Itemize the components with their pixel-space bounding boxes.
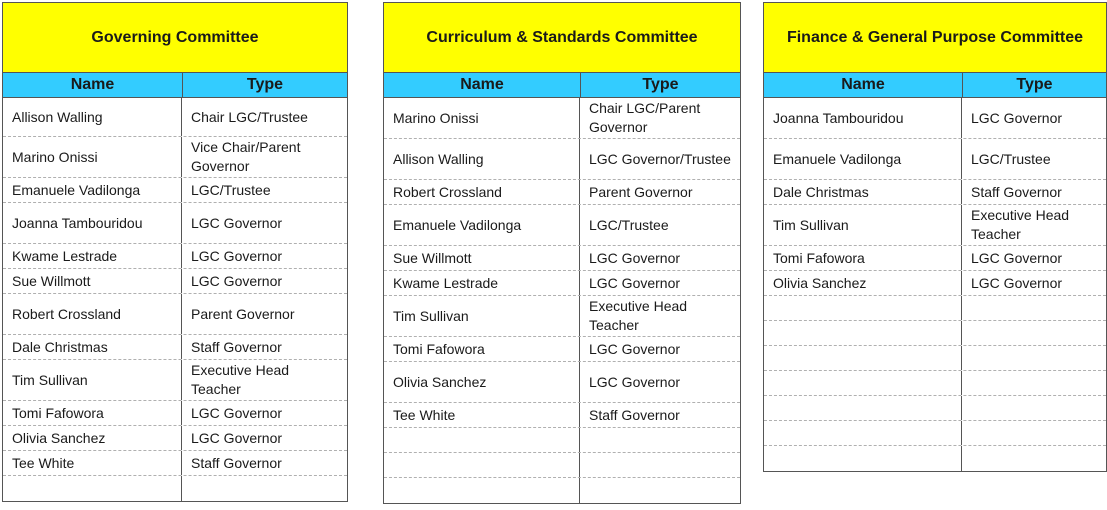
member-name: Kwame Lestrade — [3, 244, 182, 268]
table-row — [384, 337, 740, 362]
member-name: Allison Walling — [3, 98, 182, 136]
member-type — [962, 371, 1106, 395]
member-type: Parent Governor — [589, 183, 693, 200]
member-type: LGC Governor — [589, 249, 681, 266]
member-name: Tim Sullivan — [3, 360, 182, 400]
member-name: Tim Sullivan — [764, 205, 962, 245]
member-name: Kwame Lestrade — [384, 271, 580, 295]
table-row — [3, 269, 347, 294]
member-type: Executive Head Teacher — [589, 298, 688, 333]
member-type: Parent Governor — [191, 305, 295, 322]
member-type: Staff Governor — [971, 183, 1062, 200]
member-type: Chair LGC/Parent Governor — [589, 100, 701, 135]
table-row — [764, 205, 1106, 246]
table-row — [384, 139, 740, 180]
table-row — [764, 446, 1106, 471]
member-name: Olivia Sanchez — [384, 362, 580, 402]
table-row — [3, 451, 347, 476]
table-row — [3, 178, 347, 203]
member-type: Vice Chair/Parent Governor — [191, 139, 301, 174]
member-name — [384, 453, 580, 477]
table-row — [384, 362, 740, 403]
curriculum-committee-table — [383, 2, 741, 504]
member-name — [764, 396, 962, 420]
member-name: Olivia Sanchez — [3, 426, 182, 450]
table-row — [3, 244, 347, 269]
member-name: Olivia Sanchez — [764, 271, 962, 295]
member-type: LGC Governor — [191, 272, 283, 289]
member-name: Tomi Fafowora — [3, 401, 182, 425]
member-name — [384, 478, 580, 503]
table-row — [3, 137, 347, 178]
member-type: Staff Governor — [191, 338, 282, 355]
member-type: LGC Governor — [191, 429, 283, 446]
table-row — [764, 396, 1106, 421]
member-type: LGC Governor — [191, 214, 283, 231]
table-row — [764, 246, 1106, 271]
table-row — [764, 371, 1106, 396]
member-type: Staff Governor — [191, 454, 282, 471]
member-type — [580, 478, 740, 503]
member-type: Executive Head Teacher — [191, 362, 290, 397]
table-row — [764, 180, 1106, 205]
member-type — [962, 296, 1106, 320]
governing-committee-table — [2, 2, 348, 502]
member-name: Emanuele Vadilonga — [3, 178, 182, 202]
member-name: Emanuele Vadilonga — [384, 205, 580, 245]
table-row — [384, 478, 740, 503]
type-column-header: Type — [1016, 76, 1053, 93]
member-name — [764, 296, 962, 320]
member-name: Tee White — [3, 451, 182, 475]
table-row — [384, 246, 740, 271]
committee-title: Governing Committee — [3, 2, 347, 73]
table-row — [3, 294, 347, 335]
member-type: LGC/Trustee — [589, 216, 669, 233]
member-type: Chair LGC/Trustee — [191, 108, 308, 125]
committee-title: Finance & General Purpose Committee — [764, 2, 1106, 73]
member-type: LGC Governor — [589, 340, 681, 357]
committee-title: Curriculum & Standards Committee — [384, 2, 740, 73]
type-column-header: Type — [246, 76, 284, 93]
name-column-header: Name — [3, 73, 183, 97]
member-type: LGC Governor — [191, 247, 283, 264]
name-column-header: Name — [384, 73, 581, 97]
column-headers — [384, 73, 740, 98]
table-row — [764, 321, 1106, 346]
member-type: LGC/Trustee — [971, 150, 1051, 167]
table-row — [384, 296, 740, 337]
table-row — [384, 428, 740, 453]
member-name — [384, 428, 580, 452]
table-row — [764, 271, 1106, 296]
table-row — [384, 98, 740, 139]
member-name: Allison Walling — [384, 139, 580, 179]
member-type: LGC Governor — [971, 274, 1063, 291]
table-row — [764, 296, 1106, 321]
member-type: LGC/Trustee — [191, 181, 271, 198]
table-row — [3, 426, 347, 451]
member-type: Executive Head Teacher — [971, 207, 1070, 242]
member-name: Tomi Fafowora — [764, 246, 962, 270]
member-name — [764, 321, 962, 345]
member-name — [764, 446, 962, 471]
member-name: Joanna Tambouridou — [764, 98, 962, 138]
member-name — [3, 476, 182, 501]
member-name: Dale Christmas — [764, 180, 962, 204]
member-name — [764, 371, 962, 395]
member-name: Tee White — [384, 403, 580, 427]
member-name: Sue Willmott — [384, 246, 580, 270]
member-name: Emanuele Vadilonga — [764, 139, 962, 179]
member-type: LGC Governor/Trustee — [589, 150, 731, 167]
member-name: Tim Sullivan — [384, 296, 580, 336]
member-name: Robert Crossland — [3, 294, 182, 334]
table-row — [764, 98, 1106, 139]
member-type — [962, 446, 1106, 471]
type-column-header: Type — [642, 76, 679, 93]
column-headers — [764, 73, 1106, 98]
member-name: Joanna Tambouridou — [3, 203, 182, 243]
table-row — [764, 139, 1106, 180]
member-name — [764, 346, 962, 370]
member-type — [580, 453, 740, 477]
table-row — [764, 346, 1106, 371]
member-type: LGC Governor — [589, 274, 681, 291]
member-name: Marino Onissi — [384, 98, 580, 138]
name-column-header: Name — [764, 73, 963, 97]
member-type — [962, 421, 1106, 445]
member-name: Dale Christmas — [3, 335, 182, 359]
member-type — [962, 396, 1106, 420]
member-type — [580, 428, 740, 452]
member-name: Tomi Fafowora — [384, 337, 580, 361]
table-row — [3, 203, 347, 244]
member-type: LGC Governor — [971, 109, 1063, 126]
table-row — [384, 205, 740, 246]
member-type — [962, 346, 1106, 370]
table-row — [3, 98, 347, 137]
table-row — [3, 476, 347, 501]
table-row — [384, 403, 740, 428]
member-type: LGC Governor — [191, 404, 283, 421]
table-row — [3, 335, 347, 360]
member-name: Marino Onissi — [3, 137, 182, 177]
member-name — [764, 421, 962, 445]
table-row — [3, 360, 347, 401]
member-type — [182, 476, 347, 501]
table-row — [384, 453, 740, 478]
table-row — [384, 180, 740, 205]
member-name: Robert Crossland — [384, 180, 580, 204]
member-type — [962, 321, 1106, 345]
member-type: LGC Governor — [971, 249, 1063, 266]
table-row — [764, 421, 1106, 446]
member-name: Sue Willmott — [3, 269, 182, 293]
member-type: LGC Governor — [589, 373, 681, 390]
finance-committee-table — [763, 2, 1107, 472]
column-headers — [3, 73, 347, 98]
table-row — [3, 401, 347, 426]
member-type: Staff Governor — [589, 406, 680, 423]
table-row — [384, 271, 740, 296]
